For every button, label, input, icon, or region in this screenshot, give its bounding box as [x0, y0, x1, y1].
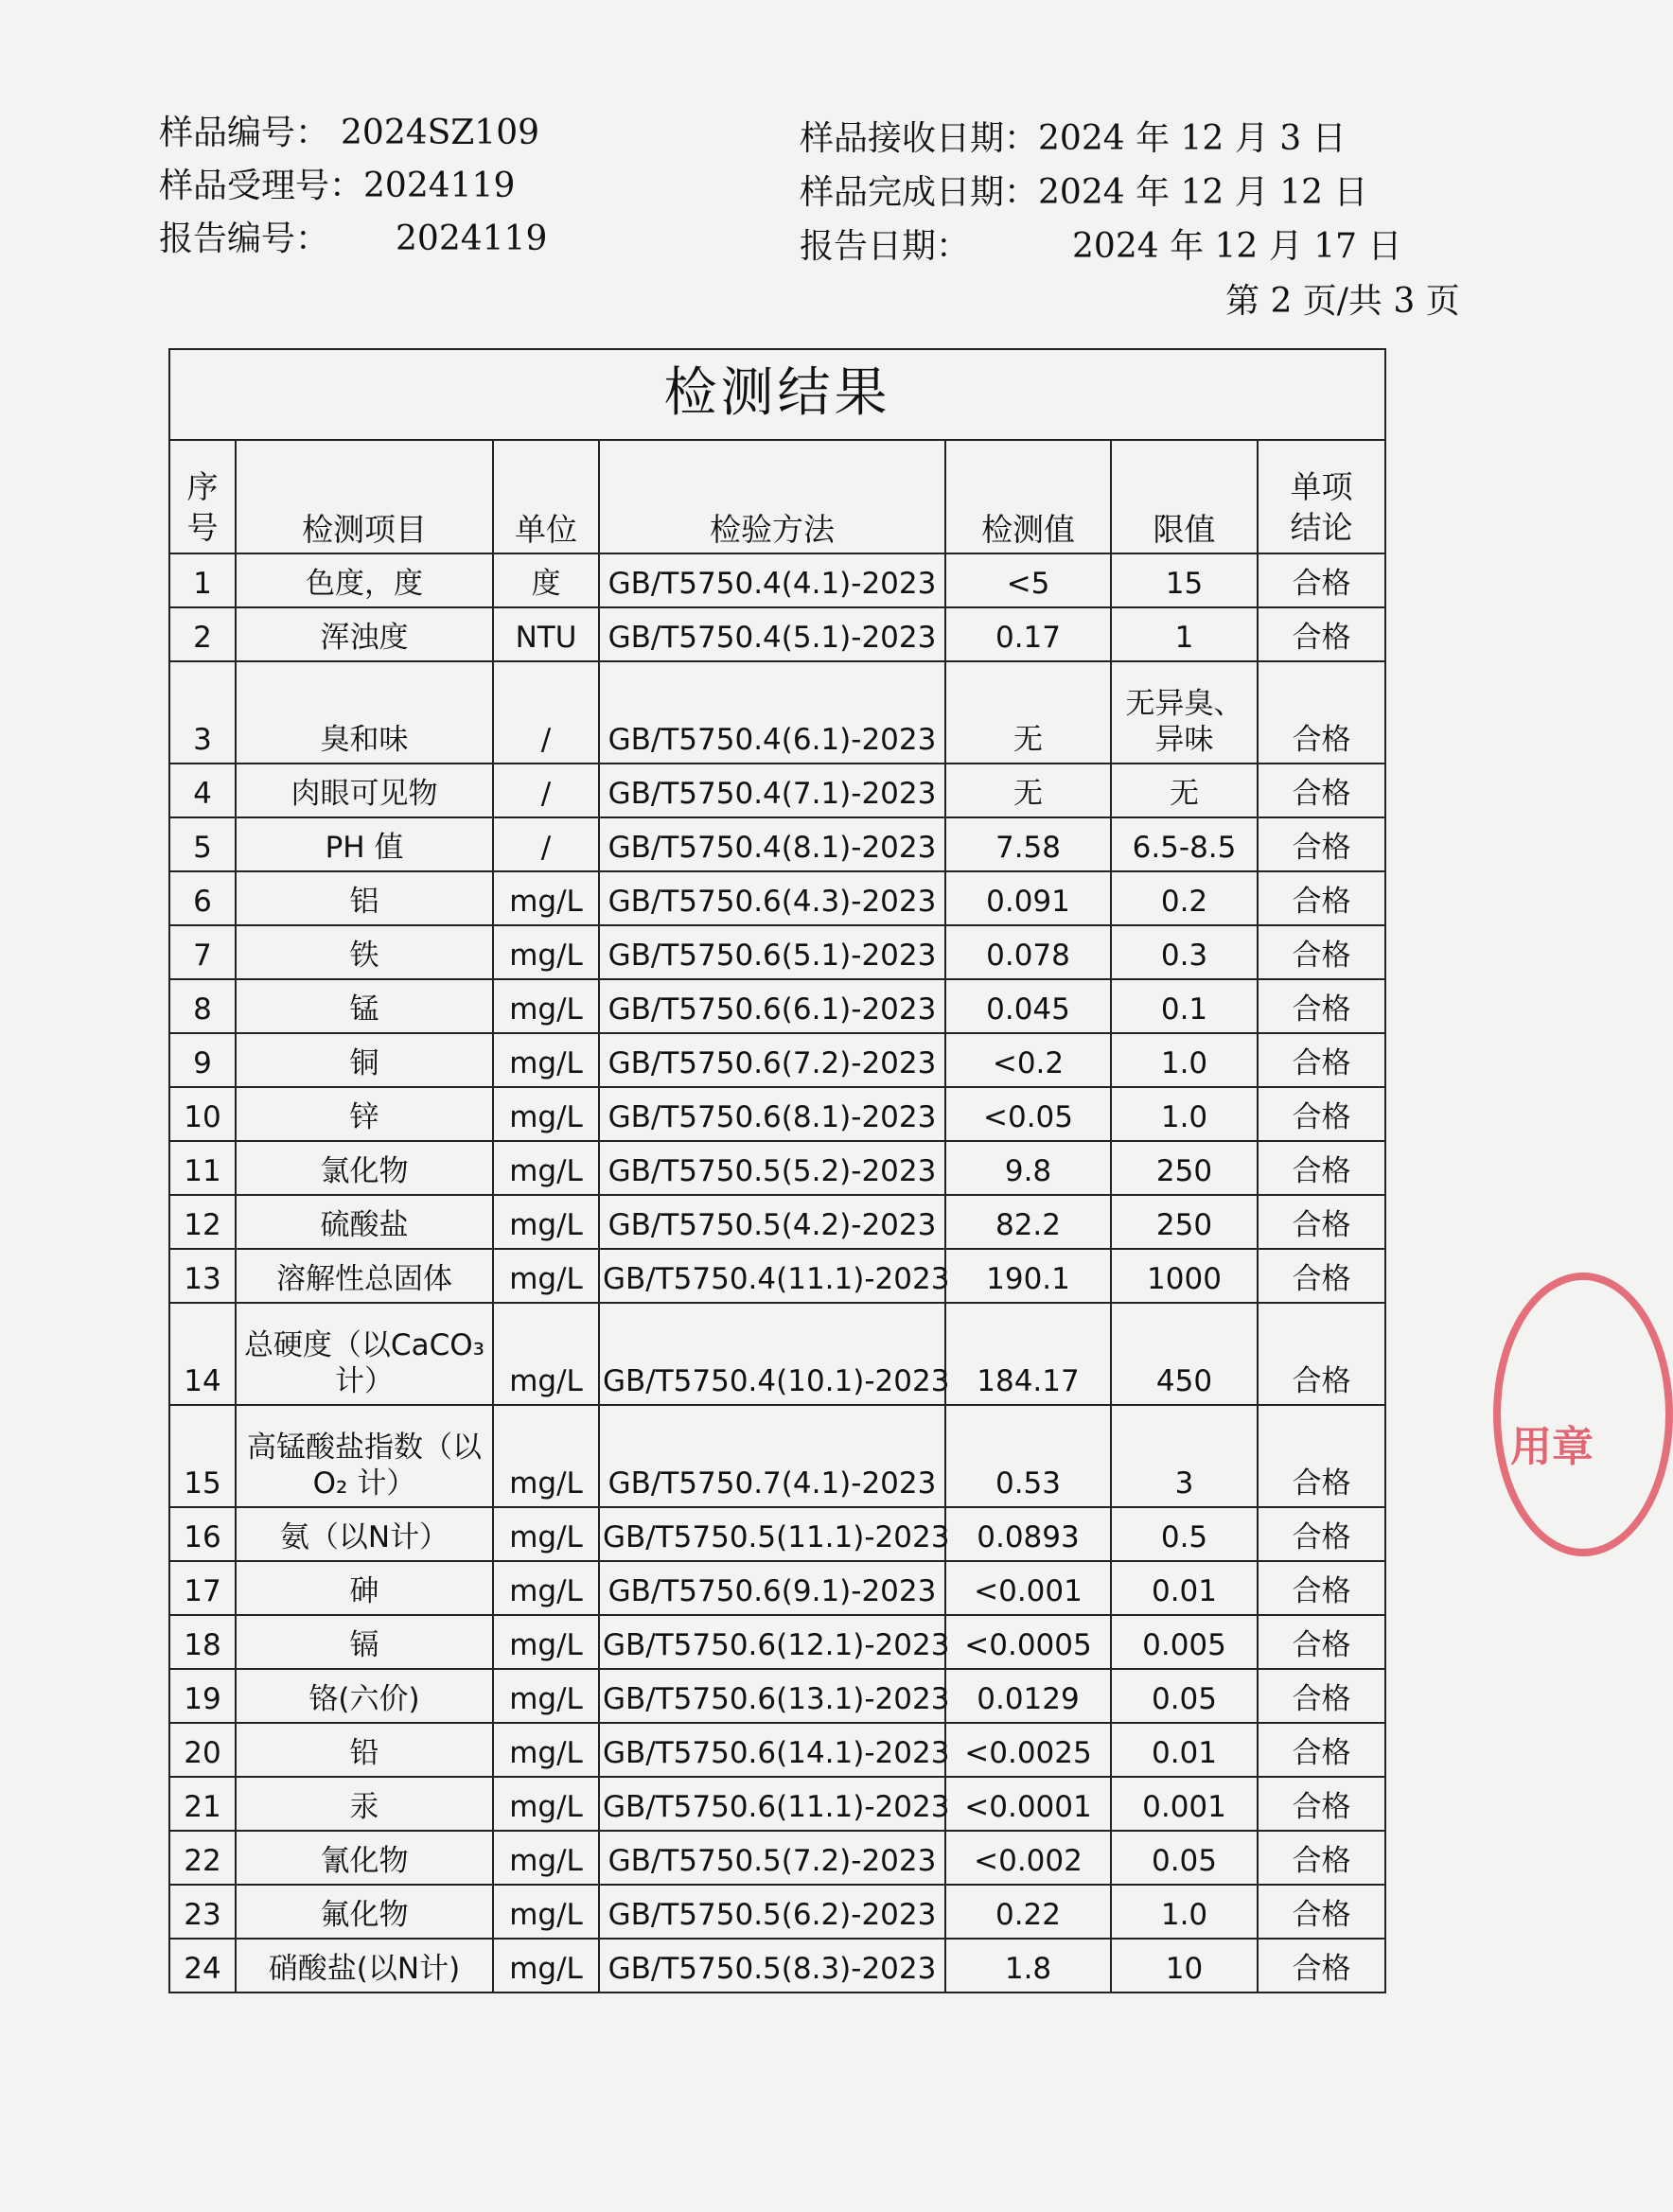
cell-result: 合格: [1258, 1723, 1385, 1777]
cell-limit: 450: [1111, 1303, 1258, 1405]
cell-result: 合格: [1258, 1141, 1385, 1195]
cell-value: <0.05: [945, 1087, 1111, 1141]
cell-limit: 250: [1111, 1141, 1258, 1195]
cell-limit: 1.0: [1111, 1087, 1258, 1141]
cell-method: GB/T5750.6(8.1)-2023: [599, 1087, 945, 1141]
table-body: [169, 553, 1385, 1993]
cell-unit: mg/L: [493, 925, 599, 979]
cell-result: 合格: [1258, 1777, 1385, 1831]
cell-method: GB/T5750.6(5.1)-2023: [599, 925, 945, 979]
page-info: 第 2 页/共 3 页: [1225, 282, 1460, 321]
report-number: [159, 212, 547, 260]
cell-no: 13: [169, 1249, 236, 1303]
report-date: [800, 219, 1401, 268]
cell-result: 合格: [1258, 925, 1385, 979]
cell-item: 铁: [236, 925, 493, 979]
cell-no: 4: [169, 764, 236, 817]
cell-method: GB/T5750.6(11.1)-2023: [599, 1777, 945, 1831]
cell-unit: mg/L: [493, 1249, 599, 1303]
acceptance-number-label: 样品受理号：: [159, 167, 364, 205]
cell-method: GB/T5750.5(4.2)-2023: [599, 1195, 945, 1249]
table-row: [169, 1669, 1385, 1723]
cell-item: 高锰酸盐指数（以O₂ 计）: [236, 1405, 493, 1507]
cell-unit: mg/L: [493, 1669, 599, 1723]
cell-item: 氯化物: [236, 1141, 493, 1195]
cell-no: 23: [169, 1885, 236, 1939]
cell-method: GB/T5750.6(4.3)-2023: [599, 871, 945, 925]
cell-method: GB/T5750.4(10.1)-2023: [599, 1303, 945, 1405]
cell-result: 合格: [1258, 1561, 1385, 1615]
cell-result: 合格: [1258, 979, 1385, 1033]
table-row: [169, 817, 1385, 871]
receive-date: [800, 112, 1347, 160]
cell-method: GB/T5750.4(11.1)-2023: [599, 1249, 945, 1303]
cell-item: 氨（以N计）: [236, 1507, 493, 1561]
cell-result: 合格: [1258, 1507, 1385, 1561]
cell-value: 0.53: [945, 1405, 1111, 1507]
cell-value: 0.091: [945, 871, 1111, 925]
cell-result: 合格: [1258, 1195, 1385, 1249]
cell-no: 8: [169, 979, 236, 1033]
table-title: 检测结果: [169, 349, 1385, 440]
cell-method: GB/T5750.5(8.3)-2023: [599, 1939, 945, 1993]
cell-no: 7: [169, 925, 236, 979]
report-number-value: 2024119: [396, 219, 548, 258]
cell-value: <0.0001: [945, 1777, 1111, 1831]
cell-limit: 0.1: [1111, 979, 1258, 1033]
cell-result: 合格: [1258, 1885, 1385, 1939]
table-row: [169, 1939, 1385, 1993]
cell-unit: NTU: [493, 607, 599, 661]
complete-date-label: 样品完成日期：: [800, 173, 1039, 212]
cell-method: GB/T5750.7(4.1)-2023: [599, 1405, 945, 1507]
cell-result: 合格: [1258, 1831, 1385, 1885]
cell-item: 氰化物: [236, 1831, 493, 1885]
cell-result: 合格: [1258, 1033, 1385, 1087]
cell-value: 7.58: [945, 817, 1111, 871]
cell-no: 22: [169, 1831, 236, 1885]
report-number-label: 报告编号：: [159, 219, 330, 258]
cell-item: 溶解性总固体: [236, 1249, 493, 1303]
cell-unit: mg/L: [493, 1405, 599, 1507]
cell-no: 21: [169, 1777, 236, 1831]
cell-item: 色度，度: [236, 553, 493, 607]
table-row: [169, 1405, 1385, 1507]
cell-value: <0.0005: [945, 1615, 1111, 1669]
table-row: [169, 1087, 1385, 1141]
cell-value: 190.1: [945, 1249, 1111, 1303]
cell-value: <0.001: [945, 1561, 1111, 1615]
cell-value: 0.0129: [945, 1669, 1111, 1723]
cell-method: GB/T5750.6(7.2)-2023: [599, 1033, 945, 1087]
cell-item: 氟化物: [236, 1885, 493, 1939]
cell-limit: 0.01: [1111, 1723, 1258, 1777]
seal-text: 用章: [1510, 1423, 1594, 1471]
receive-date-value: 2024 年 12 月 3 日: [1038, 119, 1347, 158]
cell-no: 9: [169, 1033, 236, 1087]
table-row: [169, 764, 1385, 817]
cell-result: 合格: [1258, 607, 1385, 661]
cell-method: GB/T5750.5(7.2)-2023: [599, 1831, 945, 1885]
table-row: [169, 661, 1385, 764]
cell-value: 无: [945, 764, 1111, 817]
cell-unit: mg/L: [493, 1507, 599, 1561]
report-date-label: 报告日期：: [800, 227, 971, 266]
cell-unit: /: [493, 817, 599, 871]
cell-item: PH 值: [236, 817, 493, 871]
column-header: 序 号: [169, 440, 236, 553]
cell-limit: 0.5: [1111, 1507, 1258, 1561]
cell-result: 合格: [1258, 1615, 1385, 1669]
cell-no: 24: [169, 1939, 236, 1993]
cell-limit: 1.0: [1111, 1033, 1258, 1087]
cell-result: 合格: [1258, 1249, 1385, 1303]
official-seal: [1493, 1273, 1673, 1556]
cell-method: GB/T5750.4(8.1)-2023: [599, 817, 945, 871]
cell-item: 铬(六价): [236, 1669, 493, 1723]
cell-no: 5: [169, 817, 236, 871]
cell-value: 1.8: [945, 1939, 1111, 1993]
sample-number-value: 2024SZ109: [341, 114, 540, 152]
cell-value: 0.22: [945, 1885, 1111, 1939]
column-header: 单位: [493, 440, 599, 553]
table-row: [169, 553, 1385, 607]
cell-no: 18: [169, 1615, 236, 1669]
table-row: [169, 1561, 1385, 1615]
cell-unit: mg/L: [493, 1939, 599, 1993]
report-date-value: 2024 年 12 月 17 日: [1072, 227, 1402, 266]
cell-unit: mg/L: [493, 1723, 599, 1777]
cell-unit: /: [493, 764, 599, 817]
cell-unit: mg/L: [493, 1087, 599, 1141]
cell-item: 镉: [236, 1615, 493, 1669]
table-row: [169, 1303, 1385, 1405]
cell-result: 合格: [1258, 817, 1385, 871]
cell-item: 锰: [236, 979, 493, 1033]
table-row: [169, 871, 1385, 925]
cell-unit: mg/L: [493, 1615, 599, 1669]
cell-method: GB/T5750.6(14.1)-2023: [599, 1723, 945, 1777]
table-row: [169, 1723, 1385, 1777]
table-row: [169, 979, 1385, 1033]
table-row: [169, 1507, 1385, 1561]
cell-result: 合格: [1258, 764, 1385, 817]
cell-result: 合格: [1258, 1405, 1385, 1507]
cell-no: 2: [169, 607, 236, 661]
table-row: [169, 1249, 1385, 1303]
cell-limit: 0.01: [1111, 1561, 1258, 1615]
table-row: [169, 1777, 1385, 1831]
cell-no: 16: [169, 1507, 236, 1561]
cell-item: 硫酸盐: [236, 1195, 493, 1249]
cell-value: 无: [945, 661, 1111, 764]
receive-date-label: 样品接收日期：: [800, 119, 1039, 158]
cell-limit: 10: [1111, 1939, 1258, 1993]
cell-no: 19: [169, 1669, 236, 1723]
cell-unit: /: [493, 661, 599, 764]
cell-item: 总硬度（以CaCO₃计）: [236, 1303, 493, 1405]
cell-result: 合格: [1258, 1669, 1385, 1723]
cell-result: 合格: [1258, 1303, 1385, 1405]
cell-result: 合格: [1258, 661, 1385, 764]
cell-limit: 1.0: [1111, 1885, 1258, 1939]
cell-item: 肉眼可见物: [236, 764, 493, 817]
cell-unit: mg/L: [493, 1831, 599, 1885]
column-header: 检验方法: [599, 440, 945, 553]
cell-item: 汞: [236, 1777, 493, 1831]
column-header: 限值: [1111, 440, 1258, 553]
cell-method: GB/T5750.6(12.1)-2023: [599, 1615, 945, 1669]
cell-result: 合格: [1258, 871, 1385, 925]
cell-item: 锌: [236, 1087, 493, 1141]
cell-limit: 6.5-8.5: [1111, 817, 1258, 871]
cell-limit: 0.05: [1111, 1669, 1258, 1723]
column-header: 检测值: [945, 440, 1111, 553]
cell-no: 10: [169, 1087, 236, 1141]
table-row: [169, 1141, 1385, 1195]
cell-limit: 0.001: [1111, 1777, 1258, 1831]
cell-no: 1: [169, 553, 236, 607]
cell-unit: mg/L: [493, 979, 599, 1033]
cell-method: GB/T5750.5(11.1)-2023: [599, 1507, 945, 1561]
table-row: [169, 1831, 1385, 1885]
cell-limit: 无: [1111, 764, 1258, 817]
cell-limit: 15: [1111, 553, 1258, 607]
cell-limit: 1000: [1111, 1249, 1258, 1303]
cell-unit: 度: [493, 553, 599, 607]
cell-value: <5: [945, 553, 1111, 607]
sample-number-label: 样品编号：: [159, 114, 330, 152]
cell-no: 14: [169, 1303, 236, 1405]
cell-result: 合格: [1258, 553, 1385, 607]
cell-limit: 1: [1111, 607, 1258, 661]
cell-method: GB/T5750.4(4.1)-2023: [599, 553, 945, 607]
cell-value: 0.045: [945, 979, 1111, 1033]
cell-value: 0.078: [945, 925, 1111, 979]
cell-item: 铜: [236, 1033, 493, 1087]
cell-method: GB/T5750.6(9.1)-2023: [599, 1561, 945, 1615]
cell-limit: 3: [1111, 1405, 1258, 1507]
cell-limit: 0.05: [1111, 1831, 1258, 1885]
cell-unit: mg/L: [493, 1777, 599, 1831]
cell-value: <0.2: [945, 1033, 1111, 1087]
table-row: [169, 1033, 1385, 1087]
cell-unit: mg/L: [493, 871, 599, 925]
results-table: [168, 348, 1386, 1993]
cell-value: 9.8: [945, 1141, 1111, 1195]
cell-no: 12: [169, 1195, 236, 1249]
acceptance-number: [159, 159, 515, 207]
cell-no: 3: [169, 661, 236, 764]
table-header-row: [169, 440, 1385, 553]
cell-item: 硝酸盐(以N计): [236, 1939, 493, 1993]
cell-value: 82.2: [945, 1195, 1111, 1249]
table-row: [169, 1885, 1385, 1939]
cell-method: GB/T5750.4(6.1)-2023: [599, 661, 945, 764]
cell-item: 浑浊度: [236, 607, 493, 661]
cell-item: 砷: [236, 1561, 493, 1615]
cell-unit: mg/L: [493, 1561, 599, 1615]
cell-limit: 0.005: [1111, 1615, 1258, 1669]
cell-no: 6: [169, 871, 236, 925]
cell-result: 合格: [1258, 1939, 1385, 1993]
cell-result: 合格: [1258, 1087, 1385, 1141]
cell-unit: mg/L: [493, 1195, 599, 1249]
cell-no: 17: [169, 1561, 236, 1615]
acceptance-number-value: 2024119: [363, 167, 516, 205]
cell-method: GB/T5750.5(5.2)-2023: [599, 1141, 945, 1195]
table-row: [169, 1195, 1385, 1249]
table-row: [169, 925, 1385, 979]
cell-value: 0.17: [945, 607, 1111, 661]
cell-limit: 0.2: [1111, 871, 1258, 925]
complete-date-value: 2024 年 12 月 12 日: [1038, 173, 1368, 212]
cell-method: GB/T5750.6(6.1)-2023: [599, 979, 945, 1033]
column-header: 检测项目: [236, 440, 493, 553]
cell-limit: 250: [1111, 1195, 1258, 1249]
cell-limit: 0.3: [1111, 925, 1258, 979]
cell-value: <0.0025: [945, 1723, 1111, 1777]
column-header: 单项 结论: [1258, 440, 1385, 553]
cell-no: 11: [169, 1141, 236, 1195]
complete-date: [800, 166, 1367, 214]
cell-item: 臭和味: [236, 661, 493, 764]
table-row: [169, 1615, 1385, 1669]
cell-value: 0.0893: [945, 1507, 1111, 1561]
cell-value: 184.17: [945, 1303, 1111, 1405]
cell-method: GB/T5750.5(6.2)-2023: [599, 1885, 945, 1939]
cell-method: GB/T5750.6(13.1)-2023: [599, 1669, 945, 1723]
cell-method: GB/T5750.4(5.1)-2023: [599, 607, 945, 661]
results-table-wrapper: [168, 348, 1384, 1993]
cell-value: <0.002: [945, 1831, 1111, 1885]
cell-limit: 无异臭、异味: [1111, 661, 1258, 764]
table-row: [169, 607, 1385, 661]
sample-number: [159, 106, 539, 154]
cell-item: 铝: [236, 871, 493, 925]
cell-method: GB/T5750.4(7.1)-2023: [599, 764, 945, 817]
cell-unit: mg/L: [493, 1885, 599, 1939]
cell-unit: mg/L: [493, 1141, 599, 1195]
cell-item: 铅: [236, 1723, 493, 1777]
cell-no: 20: [169, 1723, 236, 1777]
cell-unit: mg/L: [493, 1033, 599, 1087]
cell-unit: mg/L: [493, 1303, 599, 1405]
cell-no: 15: [169, 1405, 236, 1507]
